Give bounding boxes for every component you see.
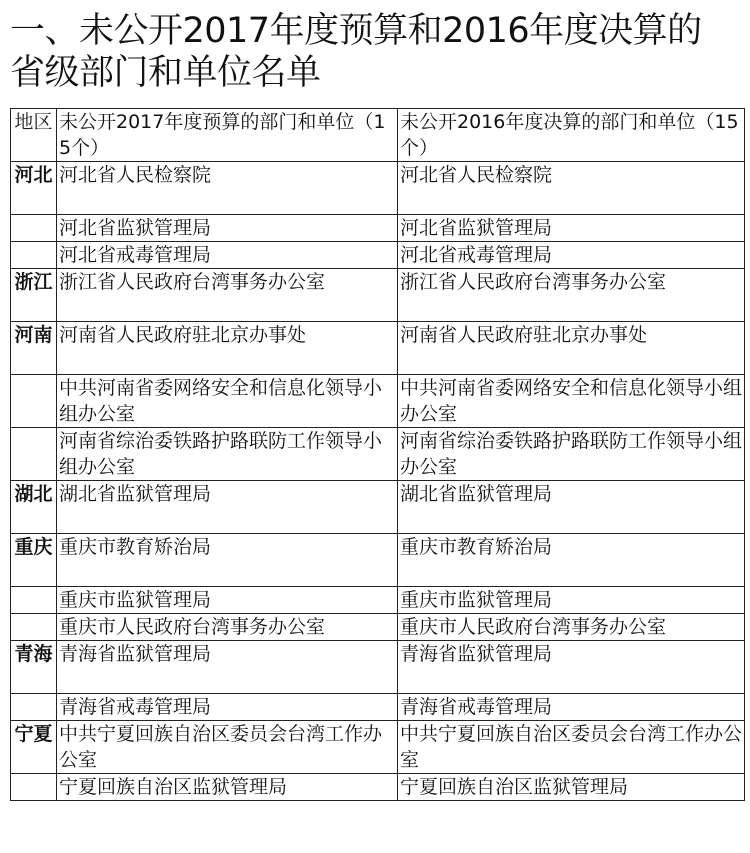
budget-unit-cell: 重庆市监狱管理局 bbox=[57, 587, 398, 614]
budget-unit-cell: 河南省综治委铁路护路联防工作领导小组办公室 bbox=[57, 428, 398, 481]
header-final-accounts-2016: 未公开2016年度决算的部门和单位（15个） bbox=[398, 109, 745, 162]
table-row bbox=[11, 694, 745, 721]
region-cell: 湖北 bbox=[11, 481, 57, 534]
table-row bbox=[11, 614, 745, 641]
table-row bbox=[11, 269, 745, 322]
final-accounts-unit-cell: 青海省戒毒管理局 bbox=[398, 694, 745, 721]
final-accounts-unit-cell: 湖北省监狱管理局 bbox=[398, 481, 745, 534]
region-cell: 重庆 bbox=[11, 534, 57, 587]
final-accounts-unit-cell: 重庆市人民政府台湾事务办公室 bbox=[398, 614, 745, 641]
budget-unit-cell: 中共河南省委网络安全和信息化领导小组办公室 bbox=[57, 375, 398, 428]
table-row bbox=[11, 322, 745, 375]
budget-unit-cell: 宁夏回族自治区监狱管理局 bbox=[57, 774, 398, 801]
final-accounts-unit-cell: 浙江省人民政府台湾事务办公室 bbox=[398, 269, 745, 322]
final-accounts-unit-cell: 重庆市教育矫治局 bbox=[398, 534, 745, 587]
budget-unit-cell: 河南省人民政府驻北京办事处 bbox=[57, 322, 398, 375]
page-title bbox=[10, 10, 745, 94]
table-row bbox=[11, 375, 745, 428]
budget-unit-cell: 重庆市教育矫治局 bbox=[57, 534, 398, 587]
region-cell: 河北 bbox=[11, 162, 57, 215]
final-accounts-unit-cell: 青海省监狱管理局 bbox=[398, 641, 745, 694]
final-accounts-unit-cell: 河北省戒毒管理局 bbox=[398, 242, 745, 269]
table-row bbox=[11, 215, 745, 242]
table-row bbox=[11, 774, 745, 801]
budget-unit-cell: 河北省戒毒管理局 bbox=[57, 242, 398, 269]
table-row bbox=[11, 721, 745, 774]
final-accounts-unit-cell: 河南省综治委铁路护路联防工作领导小组办公室 bbox=[398, 428, 745, 481]
region-cell bbox=[11, 375, 57, 428]
final-accounts-unit-cell: 宁夏回族自治区监狱管理局 bbox=[398, 774, 745, 801]
table-row bbox=[11, 534, 745, 587]
budget-unit-cell: 青海省戒毒管理局 bbox=[57, 694, 398, 721]
region-cell bbox=[11, 694, 57, 721]
region-cell: 河南 bbox=[11, 322, 57, 375]
budget-unit-cell: 湖北省监狱管理局 bbox=[57, 481, 398, 534]
region-cell: 浙江 bbox=[11, 269, 57, 322]
final-accounts-unit-cell: 中共宁夏回族自治区委员会台湾工作办公室 bbox=[398, 721, 745, 774]
budget-unit-cell: 重庆市人民政府台湾事务办公室 bbox=[57, 614, 398, 641]
department-table bbox=[10, 108, 745, 801]
header-region: 地区 bbox=[11, 109, 57, 162]
budget-unit-cell: 青海省监狱管理局 bbox=[57, 641, 398, 694]
region-cell bbox=[11, 428, 57, 481]
budget-unit-cell: 中共宁夏回族自治区委员会台湾工作办公室 bbox=[57, 721, 398, 774]
region-cell bbox=[11, 774, 57, 801]
header-budget-2017: 未公开2017年度预算的部门和单位（15个） bbox=[57, 109, 398, 162]
table-row bbox=[11, 641, 745, 694]
table-row bbox=[11, 162, 745, 215]
budget-unit-cell: 浙江省人民政府台湾事务办公室 bbox=[57, 269, 398, 322]
title-line-2: 省级部门和单位名单 bbox=[10, 53, 321, 93]
title-line-1: 一、未公开2017年度预算和2016年度决算的 bbox=[10, 11, 702, 51]
final-accounts-unit-cell: 重庆市监狱管理局 bbox=[398, 587, 745, 614]
budget-unit-cell: 河北省监狱管理局 bbox=[57, 215, 398, 242]
table-row bbox=[11, 481, 745, 534]
region-cell bbox=[11, 587, 57, 614]
budget-unit-cell: 河北省人民检察院 bbox=[57, 162, 398, 215]
region-cell bbox=[11, 242, 57, 269]
final-accounts-unit-cell: 河北省监狱管理局 bbox=[398, 215, 745, 242]
table-header-row bbox=[11, 109, 745, 162]
table-row bbox=[11, 428, 745, 481]
region-cell bbox=[11, 614, 57, 641]
region-cell bbox=[11, 215, 57, 242]
final-accounts-unit-cell: 河北省人民检察院 bbox=[398, 162, 745, 215]
table-row bbox=[11, 587, 745, 614]
table-row bbox=[11, 242, 745, 269]
region-cell: 宁夏 bbox=[11, 721, 57, 774]
final-accounts-unit-cell: 河南省人民政府驻北京办事处 bbox=[398, 322, 745, 375]
final-accounts-unit-cell: 中共河南省委网络安全和信息化领导小组办公室 bbox=[398, 375, 745, 428]
region-cell: 青海 bbox=[11, 641, 57, 694]
